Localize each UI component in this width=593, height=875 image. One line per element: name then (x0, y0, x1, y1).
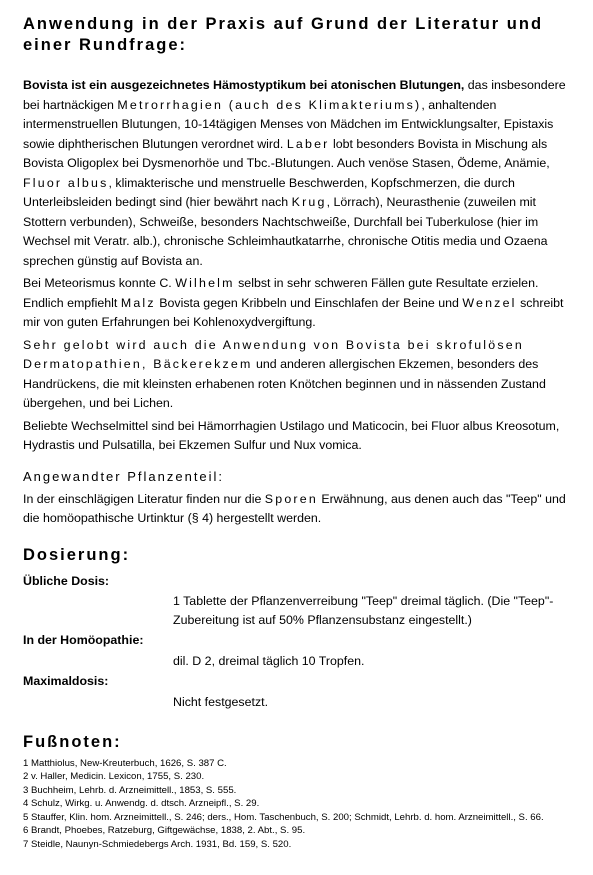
section-heading: Anwendung in der Praxis auf Grund der Literatur und einer Rundfrage: (23, 15, 544, 54)
paragraph-meteorismus: Bei Meteorismus konnte C. Wilhelm selbst in sehr schweren Fällen gute Resultate erzielen. Endlich empfiehlt Malz Bovista gegen Kribbeln und Einschlafen der Beine und Wenzel schreibt mir von guten Erfahrungen bei Kohlenoxydvergiftung. (23, 276, 564, 329)
dosage-heading: Dosierung: (23, 545, 131, 564)
dosage-text-usual: 1 Tablette der Pflanzenverreibung "Teep" dreimal täglich. (Die "Teep"-Zubereitung ist auf 50% Pflanzensubstanz eingestellt.) (173, 593, 554, 627)
footnote-item: 4 Schulz, Wirkg. u. Anwendg. d. dtsch. Arzneipfl., S. 29. (23, 798, 260, 809)
footnote-item: 5 Stauffer, Klin. hom. Arzneimittell., S. 246; ders., Hom. Taschenbuch, S. 200; Schmidt, Lehrb. d. hom. Arzneimittell., S. 66. (23, 811, 544, 823)
plant-part-heading: Angewandter Pflanzenteil: (23, 468, 225, 484)
footnote-item: 6 Brandt, Phoebes, Ratzeburg, Giftgewächse, 1838, 2. Abt., S. 95. (23, 825, 306, 836)
paragraph-dermatopathien: Sehr gelobt wird auch die Anwendung von Bovista bei skrofulösen Dermatopathien, Bäckerekzem und anderen allergischen Ekzemen, besonders des Handrückens, die mit kleinsten erhabenen roten Knötchen beginnen und in nässenden Zustand übergehen, und bei Lichen. (23, 337, 546, 410)
dosage-text-homoeopathy: dil. D 2, dreimal täglich 10 Tropfen. (173, 653, 365, 668)
footnote-item: 7 Steidle, Naunyn-Schmiedebergs Arch. 1931, Bd. 159, S. 520. (23, 838, 292, 850)
footnote-item: 1 Matthiolus, New-Kreuterbuch, 1626, S. 387 C. (23, 757, 227, 769)
dosage-text-maximum: Nicht festgesetzt. (173, 694, 269, 709)
footnote-item: 3 Buchheim, Lehrb. d. Arzneimittell., 1853, S. 555. (23, 784, 237, 796)
paragraph-wechselmittel: Beliebte Wechselmittel sind bei Hämorrhagien Ustilago und Maticocin, bei Fluor albus Kreosotum, Hydrastis und Pulsatilla, bei Ekzemen Sulfur und Nux vomica. (23, 418, 560, 452)
footnotes-heading: Fußnoten: (23, 732, 122, 751)
document-page (23, 14, 571, 851)
dosage-list (23, 572, 571, 712)
paragraph-bovista-uses: Bovista ist ein ausgezeichnetes Hämostyptikum bei atonischen Blutungen, das insbesondere bei hartnäckigen Metrorrhagien (auch des Klimakteriums), anhaltenden intermenstruellen Blutungen, 10-14tägigen Menses von Mädchen im Entwicklungsalter, Epistaxis sowie diphtherischen Blutungen verordnet wird. Laber lobt besonders Bovista in Mischung als Bovista Oligoplex bei Dysmenorhöe und Tbc.-Blutungen. Auch venöse Stasen, Ödeme, Anämie, Fluor albus, klimakterische und menstruelle Beschwerden, Kopfschmerzen, die durch Unterleibsleiden bedingt sind (hier bewährt nach Krug, Lörrach), Neurasthenie (zuweilen mit Stottern verbunden), Schweiße, besonders Nachtschweiße, Durchfall bei Tuberkulose (hier im Wechsel mit Veratr. alb.), chronische Schleimhautkatarrhe, chronische Otitis media und Ozaena sprechen günstig auf Bovista an. (23, 78, 566, 268)
dosage-label-usual: Übliche Dosis: (23, 573, 110, 588)
footnotes-list (23, 757, 571, 852)
bold-lead-sentence: Bovista ist ein ausgezeichnetes Hämostyptikum bei atonischen Blutungen, (23, 78, 465, 92)
dosage-label-maximum: Maximaldosis: (23, 673, 109, 688)
footnote-item: 2 v. Haller, Medicin. Lexicon, 1755, S. 230. (23, 771, 205, 782)
dosage-label-homoeopathy: In der Homöopathie: (23, 632, 144, 647)
paragraph-plant-part: In der einschlägigen Literatur finden nur die Sporen Erwähnung, aus denen auch das "Teep" und die homöopathische Urtinktur (§ 4) hergestellt werden. (23, 491, 566, 525)
